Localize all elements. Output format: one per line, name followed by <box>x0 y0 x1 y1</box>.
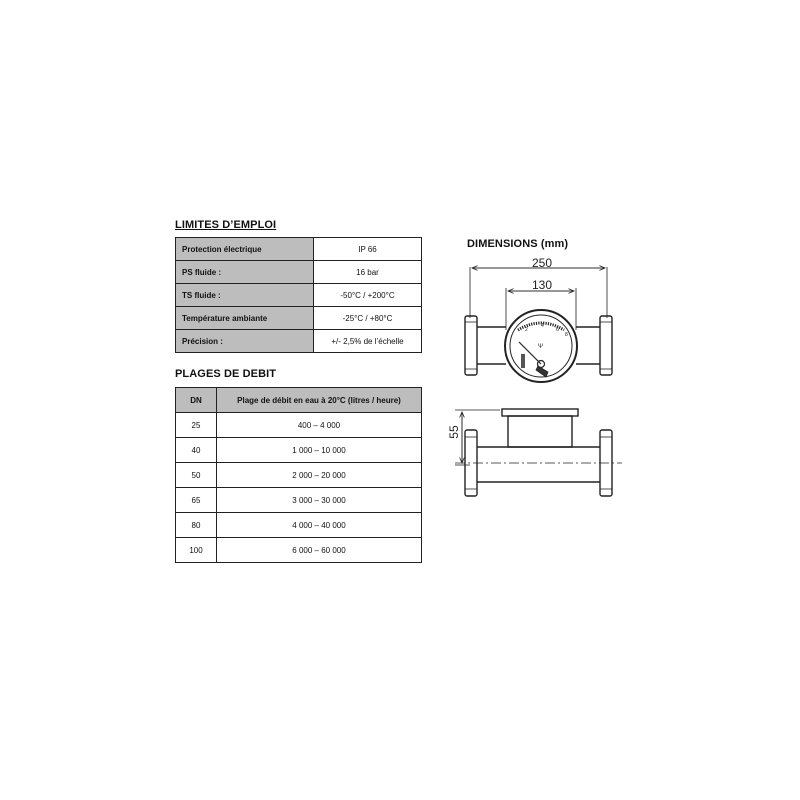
limits-value: IP 66 <box>314 238 422 261</box>
range-cell: 400 – 4 000 <box>217 413 422 438</box>
svg-text:2: 2 <box>525 327 528 333</box>
range-cell: 2 000 – 20 000 <box>217 463 422 488</box>
dn-cell: 50 <box>176 463 217 488</box>
dn-cell: 40 <box>176 438 217 463</box>
column-header-dn: DN <box>176 388 217 413</box>
ranges-title: PLAGES DE DEBIT <box>175 368 277 380</box>
dn-cell: 65 <box>176 488 217 513</box>
limits-label: Précision : <box>176 330 314 353</box>
range-cell: 4 000 – 40 000 <box>217 513 422 538</box>
dimensions-title: DIMENSIONS (mm) <box>467 238 569 250</box>
dn-cell: 100 <box>176 538 217 563</box>
svg-text:4: 4 <box>541 323 544 329</box>
limits-value: 16 bar <box>314 261 422 284</box>
limits-label: Protection électrique <box>176 238 314 261</box>
dim-55-label: 55 <box>447 425 461 439</box>
limits-label: Température ambiante <box>176 307 314 330</box>
limits-title: LIMITES D’EMPLOI <box>175 219 277 231</box>
side-view <box>455 409 622 496</box>
svg-text:Ψ: Ψ <box>538 344 544 350</box>
svg-text:8: 8 <box>565 332 568 338</box>
range-cell: 3 000 – 30 000 <box>217 488 422 513</box>
dn-cell: 25 <box>176 413 217 438</box>
dim-130-label: 130 <box>532 278 553 292</box>
column-header-range: Plage de débit en eau à 20°C (litres / heure) <box>217 388 422 413</box>
range-cell: 1 000 – 10 000 <box>217 438 422 463</box>
range-cell: 6 000 – 60 000 <box>217 538 422 563</box>
limits-value: -50°C / +200°C <box>314 284 422 307</box>
limits-label: PS fluide : <box>176 261 314 284</box>
limits-value: -25°C / +80°C <box>314 307 422 330</box>
dn-cell: 80 <box>176 513 217 538</box>
limits-value: +/- 2,5% de l’échelle <box>314 330 422 353</box>
limits-label: TS fluide : <box>176 284 314 307</box>
svg-text:6: 6 <box>556 327 559 333</box>
dim-250-label: 250 <box>532 256 553 270</box>
